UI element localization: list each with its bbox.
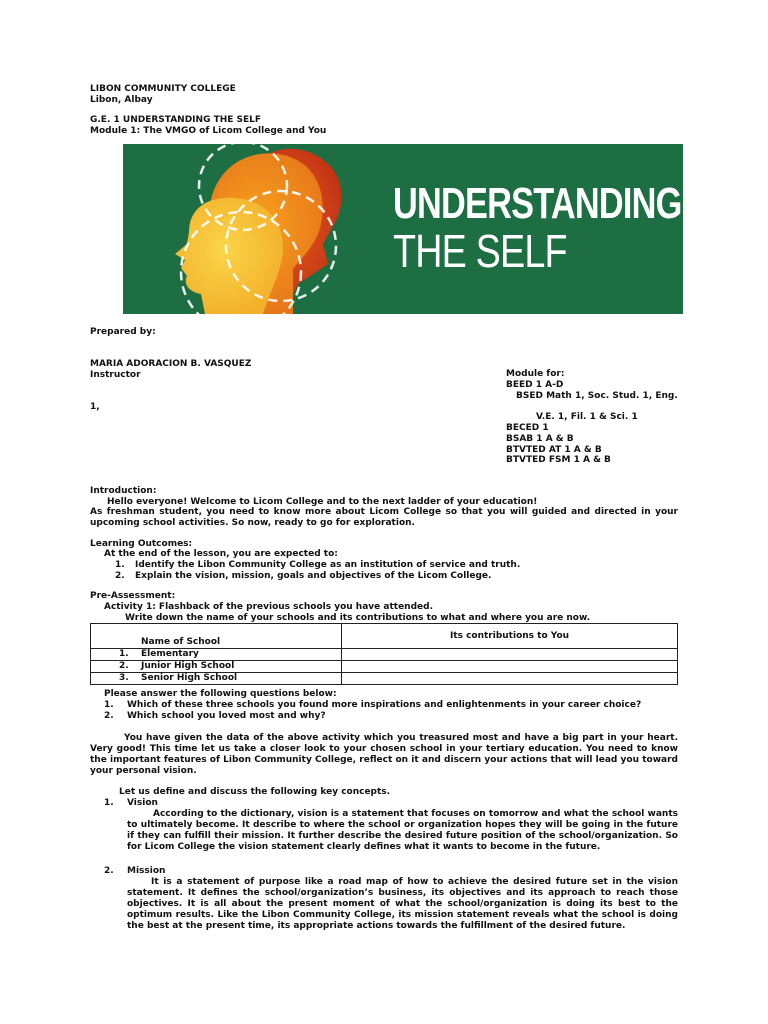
- introduction-greeting: Hello everyone! Welcome to Licom College and to the next ladder of your education!: [107, 497, 538, 507]
- banner-title-line2: THE SELF: [393, 225, 567, 277]
- outcomes-heading: Learning Outcomes:: [90, 539, 193, 549]
- school-name: Elementary: [141, 649, 199, 659]
- module-for-line: V.E. 1, Fil. 1 & Sci. 1: [536, 412, 638, 422]
- outcome-number: 2.: [115, 571, 125, 581]
- instructor-role: Instructor: [90, 370, 141, 380]
- question-number: 2.: [104, 711, 114, 721]
- mission-text: It is a statement of purpose like a road map of how to achieve the desired future set in the vision statement. It defines the school/organization’s business, its objectives and its approach to reach those objectives. It is all about the present moment of what the school/organization is doing its best to the optimum results. Like the Libon Community College, its mission statement reveals what the school is doing the best at the present time, its appropriate actions towards the fulfillment of the desired future.: [127, 877, 678, 931]
- introduction-heading: Introduction:: [90, 486, 157, 496]
- instructor-name: MARIA ADORACION B. VASQUEZ: [90, 359, 252, 369]
- table-row: [91, 673, 678, 685]
- school-name-cell[interactable]: [91, 661, 342, 673]
- outcome-item: Explain the vision, mission, goals and objectives of the Licom College.: [135, 571, 492, 581]
- table-header-row: [91, 624, 678, 649]
- understanding-the-self-banner: [123, 144, 683, 314]
- table-row: [91, 649, 678, 661]
- module-title: Module 1: The VMGO of Licom College and You: [90, 126, 327, 136]
- school-name-cell[interactable]: [91, 673, 342, 685]
- activity-instruction: Write down the name of your schools and its contributions to what and where you are now.: [125, 613, 591, 623]
- banner-title-line1: UNDERSTANDING: [393, 179, 682, 228]
- vision-number: 1.: [104, 798, 114, 808]
- module-for-line: BSAB 1 A & B: [506, 434, 574, 444]
- question-item: Which of these three schools you found more inspirations and enlightenments in your career choice?: [127, 700, 642, 710]
- reflection-paragraph: You have given the data of the above activity which you treasured most and have a big part in your heart. Very good! This time let us take a closer look to your chosen school in your tertiary education. You need to know the important features of Libon Community College, reflect on it and discern your actions that will lead you toward your personal vision.: [90, 733, 678, 776]
- module-for-line: BECED 1: [506, 423, 549, 433]
- contribution-cell[interactable]: [342, 673, 678, 685]
- question-item: Which school you loved most and why?: [127, 711, 326, 721]
- school-name: Junior High School: [141, 661, 235, 671]
- introduction-paragraph: As freshman student, you need to know more about Licom College so that you will guided and directed in your upcoming school activities. So now, ready to go for exploration.: [90, 507, 678, 528]
- table-row: [91, 661, 678, 673]
- outcomes-intro: At the end of the lesson, you are expected to:: [104, 549, 338, 559]
- module-for-line: BTVTED AT 1 A & B: [506, 445, 602, 455]
- module-for-line: BSED Math 1, Soc. Stud. 1, Eng.: [516, 391, 678, 401]
- college-location: Libon, Albay: [90, 95, 153, 105]
- school-name-cell[interactable]: [91, 649, 342, 661]
- row-number: 3.: [119, 673, 129, 683]
- module-for-label: Module for:: [506, 369, 565, 379]
- row-number: 1.: [119, 649, 129, 659]
- pre-assessment-heading: Pre-Assessment:: [90, 591, 176, 601]
- key-concepts-intro: Let us define and discuss the following key concepts.: [119, 787, 391, 797]
- vision-text: According to the dictionary, vision is a statement that focuses on tomorrow and what the school wants to ultimately become. It describe to where the school or organization hopes they will be going in the future if they can fulfill their mission. It further describe the desired future position of the school/organization. So for Licom College the vision statement clearly defines what it wants to become in the future.: [127, 809, 678, 852]
- mission-title: Mission: [127, 866, 166, 876]
- schools-table: [90, 623, 678, 685]
- contribution-cell[interactable]: [342, 661, 678, 673]
- module-for-line: BEED 1 A-D: [506, 380, 564, 390]
- course-title: G.E. 1 UNDERSTANDING THE SELF: [90, 115, 262, 125]
- table-header-name: Name of School: [91, 624, 342, 649]
- module-for-line: BTVTED FSM 1 A & B: [506, 455, 611, 465]
- contribution-cell[interactable]: [342, 649, 678, 661]
- activity-title: Activity 1: Flashback of the previous schools you have attended.: [104, 602, 433, 612]
- row-number: 2.: [119, 661, 129, 671]
- table-header-contributions: Its contributions to You: [342, 624, 678, 649]
- outcome-number: 1.: [115, 560, 125, 570]
- outcome-item: Identify the Libon Community College as an institution of service and truth.: [135, 560, 521, 570]
- questions-intro: Please answer the following questions below:: [104, 689, 337, 699]
- stray-text: 1,: [90, 402, 100, 412]
- prepared-by-label: Prepared by:: [90, 327, 156, 337]
- college-name: LIBON COMMUNITY COLLEGE: [90, 84, 236, 94]
- question-number: 1.: [104, 700, 114, 710]
- vision-title: Vision: [127, 798, 158, 808]
- mission-number: 2.: [104, 866, 114, 876]
- school-name: Senior High School: [141, 673, 238, 683]
